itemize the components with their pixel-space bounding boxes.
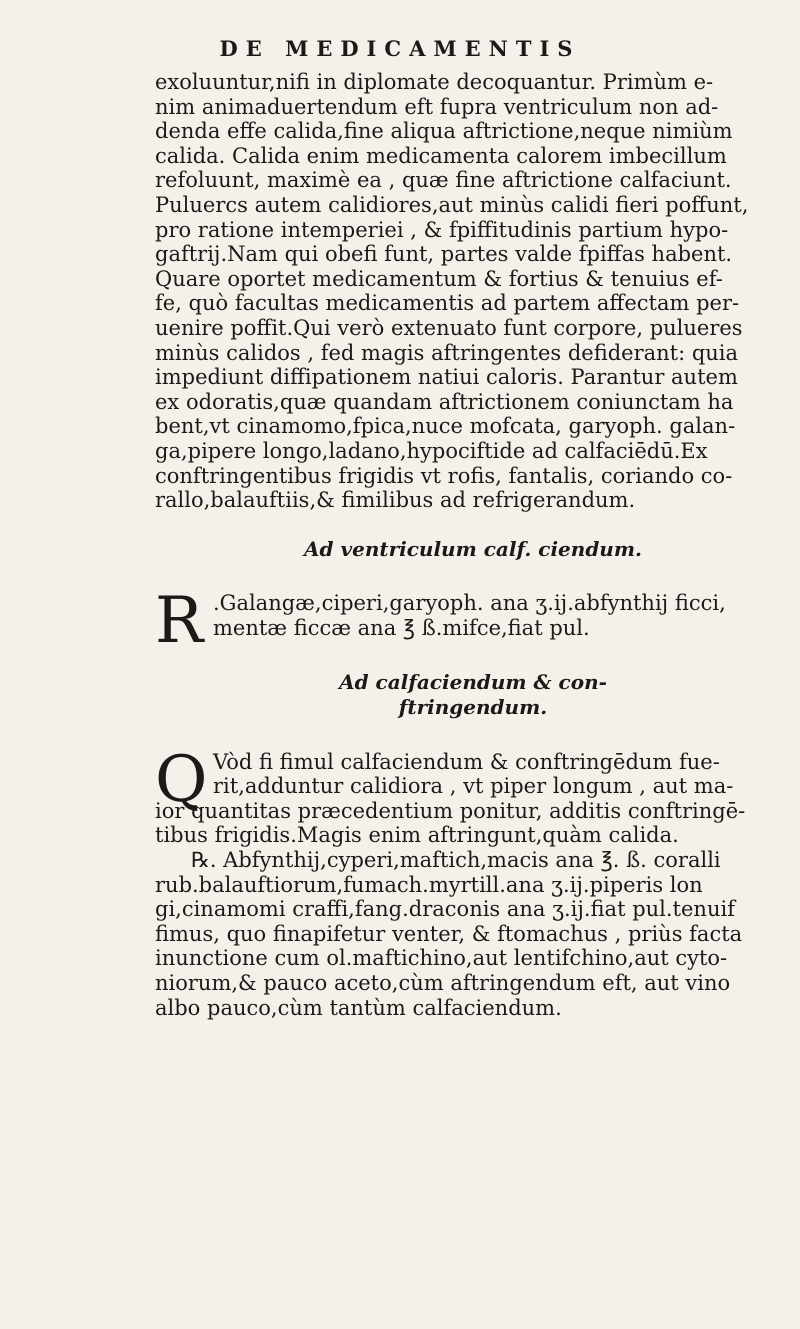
text-line: calida. Calida enim medicamenta calorem imbecillum bbox=[155, 143, 727, 168]
text-line: pro ratione intemperiei , & fpiffitudinis partium hypo- bbox=[155, 217, 729, 242]
text-line: exoluuntur,nifi in diplomate decoquantur. Primùm e- bbox=[155, 70, 714, 94]
text-line: ior quantitas præcedentium ponitur, additis conftringē- bbox=[155, 798, 746, 823]
text-line: conftringentibus frigidis vt rofis, fantalis, coriando co- bbox=[155, 463, 733, 488]
paragraph-1 bbox=[155, 70, 791, 513]
recipe-first-line: ℞. Abfynthij,cyperi,maftich,macis ana ℥. ß. coralli bbox=[191, 848, 721, 873]
heading-calfaciendum-cont: ftringendum. bbox=[398, 695, 548, 720]
text-line: bent,vt cinamomo,fpica,nuce mofcata, garyoph. galan- bbox=[155, 414, 736, 439]
text-line: Vòd fi fimul calfaciendum & conftringēdum fue- bbox=[213, 749, 720, 774]
text-line: denda effe calida,fine aliqua aftrictione,neque nimiùm bbox=[155, 119, 733, 144]
text-line: ga,pipere longo,ladano,hypociftide ad calfaciēdū.Ex bbox=[155, 438, 708, 463]
text-line: .Galangæ,ciperi,garyoph. ana ʒ.ij.abfynthij ficci, bbox=[213, 591, 726, 616]
drop-cap-q: Q bbox=[155, 742, 208, 817]
text-block bbox=[155, 70, 791, 1020]
recipe-galangae bbox=[155, 584, 791, 659]
text-line: refoluunt, maximè ea , quæ fine aftrictione calfaciunt. bbox=[155, 168, 732, 193]
text-line: minùs calidos , fed magis aftringentes defiderant: quia bbox=[155, 340, 739, 365]
heading-calfaciendum: Ad calfaciendum & con- bbox=[339, 670, 607, 695]
text-line: fimus, quo finapifetur venter, & ftomachus , priùs facta bbox=[155, 921, 743, 946]
text-line: fe, quò facultas medicamentis ad partem affectam per- bbox=[155, 291, 740, 316]
drop-cap-r: R bbox=[155, 584, 204, 659]
text-line: albo pauco,cùm tantùm calfaciendum. bbox=[155, 995, 562, 1020]
recipe-absynthij bbox=[155, 848, 791, 1020]
text-line: rub.balauftiorum,fumach.myrtill.ana ʒ.ij.piperis lon bbox=[155, 872, 703, 897]
text-line: nim animaduertendum eft fupra ventriculum non ad- bbox=[155, 94, 719, 119]
text-line: tibus frigidis.Magis enim aftringunt,quàm calida. bbox=[155, 823, 679, 848]
text-line: inunctione cum ol.maftichino,aut lentifchino,aut cyto- bbox=[155, 946, 728, 971]
heading-ventriculum: Ad ventriculum calf. ciendum. bbox=[304, 536, 642, 561]
recipe-lines bbox=[155, 873, 791, 1021]
text-line: mentæ ficcæ ana ℥ ß.mifce,fiat pul. bbox=[213, 615, 590, 640]
text-line: niorum,& pauco aceto,cùm aftringendum eft, aut vino bbox=[155, 971, 731, 995]
text-line: uenire poffit.Qui verò extenuato funt corpore, pulueres bbox=[155, 315, 743, 340]
text-line: ex odoratis,quæ quandam aftrictionem coniunctam ha bbox=[155, 389, 734, 414]
text-line: gi,cinamomi craffi,fang.draconis ana ʒ.ij.fiat pul.tenuif bbox=[155, 897, 735, 922]
text-line: rit,adduntur calidiora , vt piper longum , aut ma- bbox=[213, 774, 734, 799]
text-line: gaftrij.Nam qui obefi funt, partes valde fpiffas habent. bbox=[155, 242, 733, 267]
text-line: Quare oportet medicamentum & fortius & tenuius ef- bbox=[155, 266, 723, 291]
text-line: rallo,balauftiis,& fimilibus ad refrigerandum. bbox=[155, 488, 636, 513]
text-line: Puluercs autem calidiores,aut minùs calidi fieri poffunt, bbox=[155, 192, 749, 217]
running-head: DE MEDICAMENTIS bbox=[219, 36, 581, 61]
text-line: impediunt diffipationem natiui caloris. Parantur autem bbox=[155, 365, 738, 390]
paragraph-2 bbox=[155, 742, 791, 848]
